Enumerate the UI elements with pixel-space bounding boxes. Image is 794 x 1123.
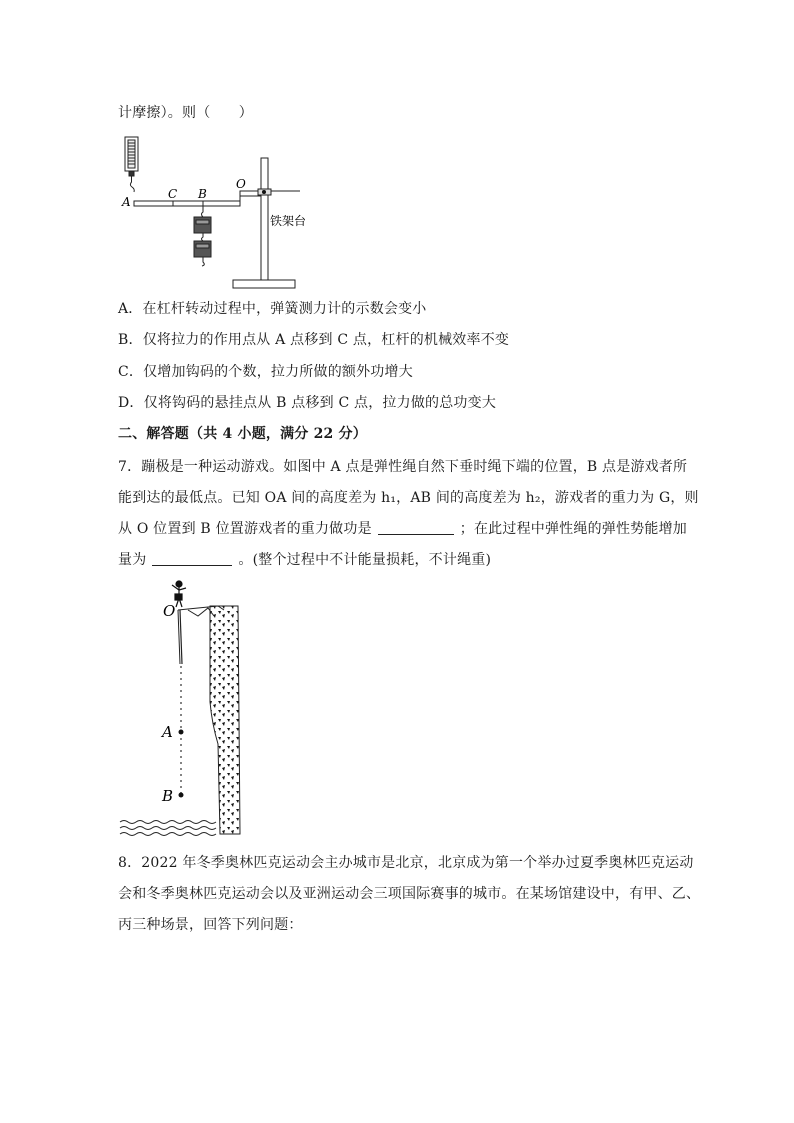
q6-option-a: A．在杠杆转动过程中，弹簧测力计的示数会变小 (118, 301, 427, 317)
point-B (179, 793, 184, 798)
bungee-label-B: B (162, 787, 174, 805)
answer-blank-2[interactable] (152, 551, 232, 566)
label-stand: 铁架台 (270, 214, 307, 228)
q7-line1: 7．蹦极是一种运动游戏。如图中 A 点是弹性绳自然下垂时绳下端的位置，B 点是游戏者所 (118, 459, 688, 475)
spring-scale-icon (125, 137, 138, 192)
q7-line3 (118, 520, 687, 538)
q6-option-d: D．仅将钩码的悬挂点从 B 点移到 C 点，拉力做的总功变大 (118, 395, 497, 411)
pivot-point (262, 190, 266, 194)
bungee-cord (180, 610, 182, 664)
section-heading: 二、解答题（共 4 小题，满分 22 分） (118, 426, 367, 442)
cliff (210, 606, 240, 834)
q7-line4-after: 。(整个过程中不计能量损耗，不计绳重) (238, 552, 492, 568)
q6-lever-figure (118, 134, 318, 294)
q6-option-c: C．仅增加钩码的个数，拉力所做的额外功增大 (118, 364, 413, 380)
label-C: C (168, 187, 178, 201)
q7-line4-before: 量为 (118, 552, 147, 568)
q8-line3: 丙三种场景，回答下列问题： (118, 917, 303, 933)
answer-blank-1[interactable] (378, 520, 454, 535)
hook-weights-icon (194, 206, 211, 266)
q6-option-b: B．仅将拉力的作用点从 A 点移到 C 点，杠杆的机械效率不变 (118, 332, 510, 348)
bungee-label-A: A (162, 723, 173, 741)
bungee-label-O: O (163, 602, 176, 620)
label-B: B (198, 187, 207, 201)
q7-line3-after: ；在此过程中弹性绳的弹性势能增加 (459, 521, 687, 537)
q7-line3-before: 从 O 位置到 B 位置游戏者的重力做功是 (118, 521, 372, 537)
label-A: A (122, 195, 131, 209)
q7-line4 (118, 551, 491, 569)
lever-bar (134, 201, 240, 206)
q6-stem-end: 计摩擦）。则（ ） (118, 105, 253, 121)
point-A (179, 730, 184, 735)
q7-bungee-figure (118, 574, 258, 842)
q7-line2: 能到达的最低点。已知 OA 间的高度差为 h₁，AB 间的高度差为 h₂，游戏者的重力为 G，则 (118, 490, 699, 506)
q8-line2: 会和冬季奥林匹克运动会以及亚洲运动会三项国际赛事的城市。在某场馆建设中，有甲、乙、 (118, 886, 701, 902)
water-waves (120, 821, 216, 836)
q8-line1: 8．2022 年冬季奥林匹克运动会主办城市是北京，北京成为第一个举办过夏季奥林匹克运动 (118, 855, 694, 871)
label-O: O (236, 177, 246, 191)
